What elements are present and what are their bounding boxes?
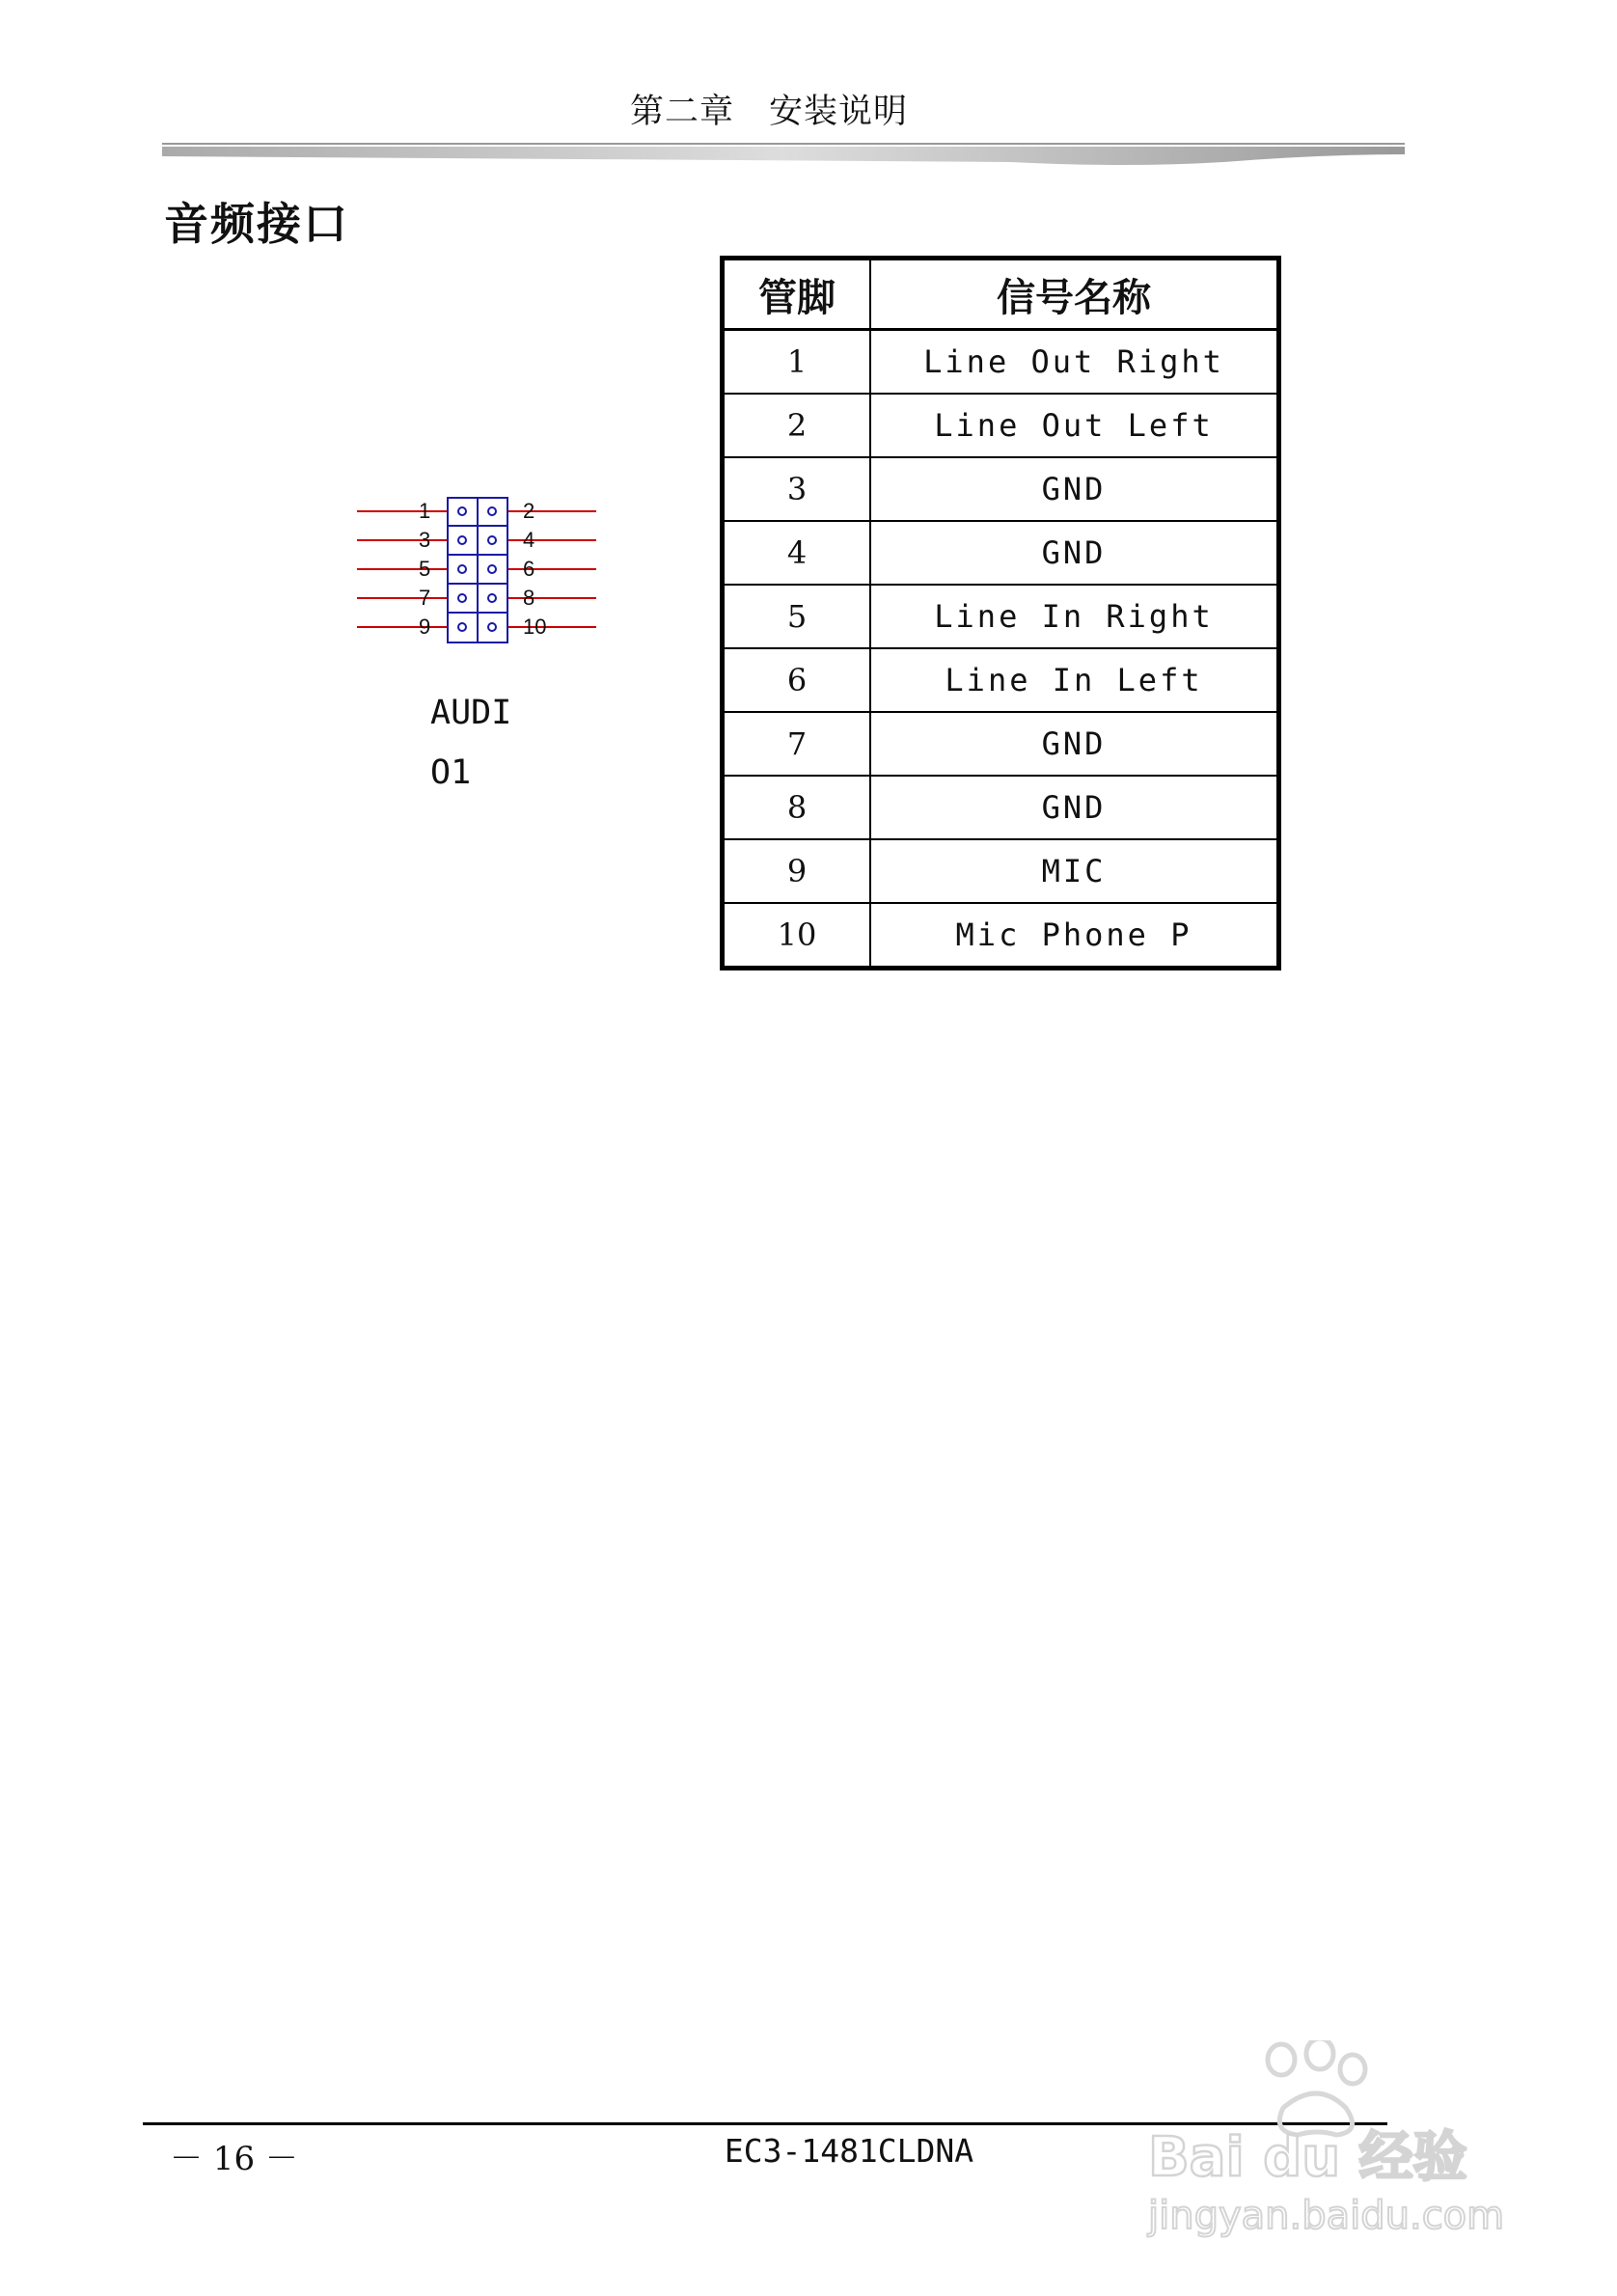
pin-label: 1: [419, 499, 431, 523]
header-signal: 信号名称: [870, 259, 1279, 330]
connector-reference: [430, 683, 511, 803]
table-row: [723, 330, 1279, 395]
pin-cell: 6: [723, 648, 871, 712]
document-code: EC3-1481CLDNA: [724, 2132, 974, 2170]
signal-cell: GND: [870, 776, 1279, 839]
signal-cell: GND: [870, 521, 1279, 585]
pin-cell: 1: [723, 330, 871, 395]
signal-cell: MIC: [870, 839, 1279, 903]
audio-connector-schematic: [357, 494, 608, 648]
pin-label: 10: [523, 615, 547, 639]
header-rule: [162, 143, 1405, 172]
pin-label: 9: [419, 615, 431, 639]
table-row: [723, 521, 1279, 585]
table-row: [723, 776, 1279, 839]
table-row: [723, 585, 1279, 648]
table-row: [723, 712, 1279, 776]
baidu-jingyan-watermark: [1138, 2040, 1524, 2243]
signal-cell: Line Out Right: [870, 330, 1279, 395]
signal-cell: Mic Phone P: [870, 903, 1279, 969]
pin-cell: 5: [723, 585, 871, 648]
connector-ref-line2: O1: [430, 753, 472, 792]
signal-cell: Line In Left: [870, 648, 1279, 712]
table-row: [723, 457, 1279, 521]
pin-cell: 2: [723, 394, 871, 457]
pin-label: 5: [419, 557, 431, 581]
connector-ref-line1: AUDI: [430, 694, 512, 732]
pin-label: 7: [419, 586, 431, 610]
pin-cell: 7: [723, 712, 871, 776]
page-number: － 16 －: [170, 2140, 298, 2178]
section-title: 音频接口: [164, 198, 349, 250]
signal-cell: GND: [870, 712, 1279, 776]
pin-cell: 10: [723, 903, 871, 969]
pin-label: 4: [523, 528, 535, 552]
header-pin: 管脚: [723, 259, 871, 330]
pin-label: 3: [419, 528, 431, 552]
table-header-row: [723, 259, 1279, 330]
connector-body: [448, 498, 507, 642]
watermark-url: jingyan.baidu.com: [1148, 2194, 1505, 2238]
signal-cell: Line Out Left: [870, 394, 1279, 457]
table-row: [723, 648, 1279, 712]
paw-icon: [1268, 2040, 1365, 2135]
signal-cell: Line In Right: [870, 585, 1279, 648]
pin-cell: 3: [723, 457, 871, 521]
watermark-brand: Bai du 经验: [1148, 2126, 1467, 2189]
pin-label: 2: [523, 499, 535, 523]
table-row: [723, 839, 1279, 903]
pin-signal-table: [720, 256, 1281, 970]
table-row: [723, 903, 1279, 969]
pin-label: 6: [523, 557, 535, 581]
pin-cell: 8: [723, 776, 871, 839]
pin-cell: 4: [723, 521, 871, 585]
signal-cell: GND: [870, 457, 1279, 521]
chapter-header: 第二章 安装说明: [629, 93, 908, 131]
table-row: [723, 394, 1279, 457]
pin-label: 8: [523, 586, 535, 610]
pin-cell: 9: [723, 839, 871, 903]
